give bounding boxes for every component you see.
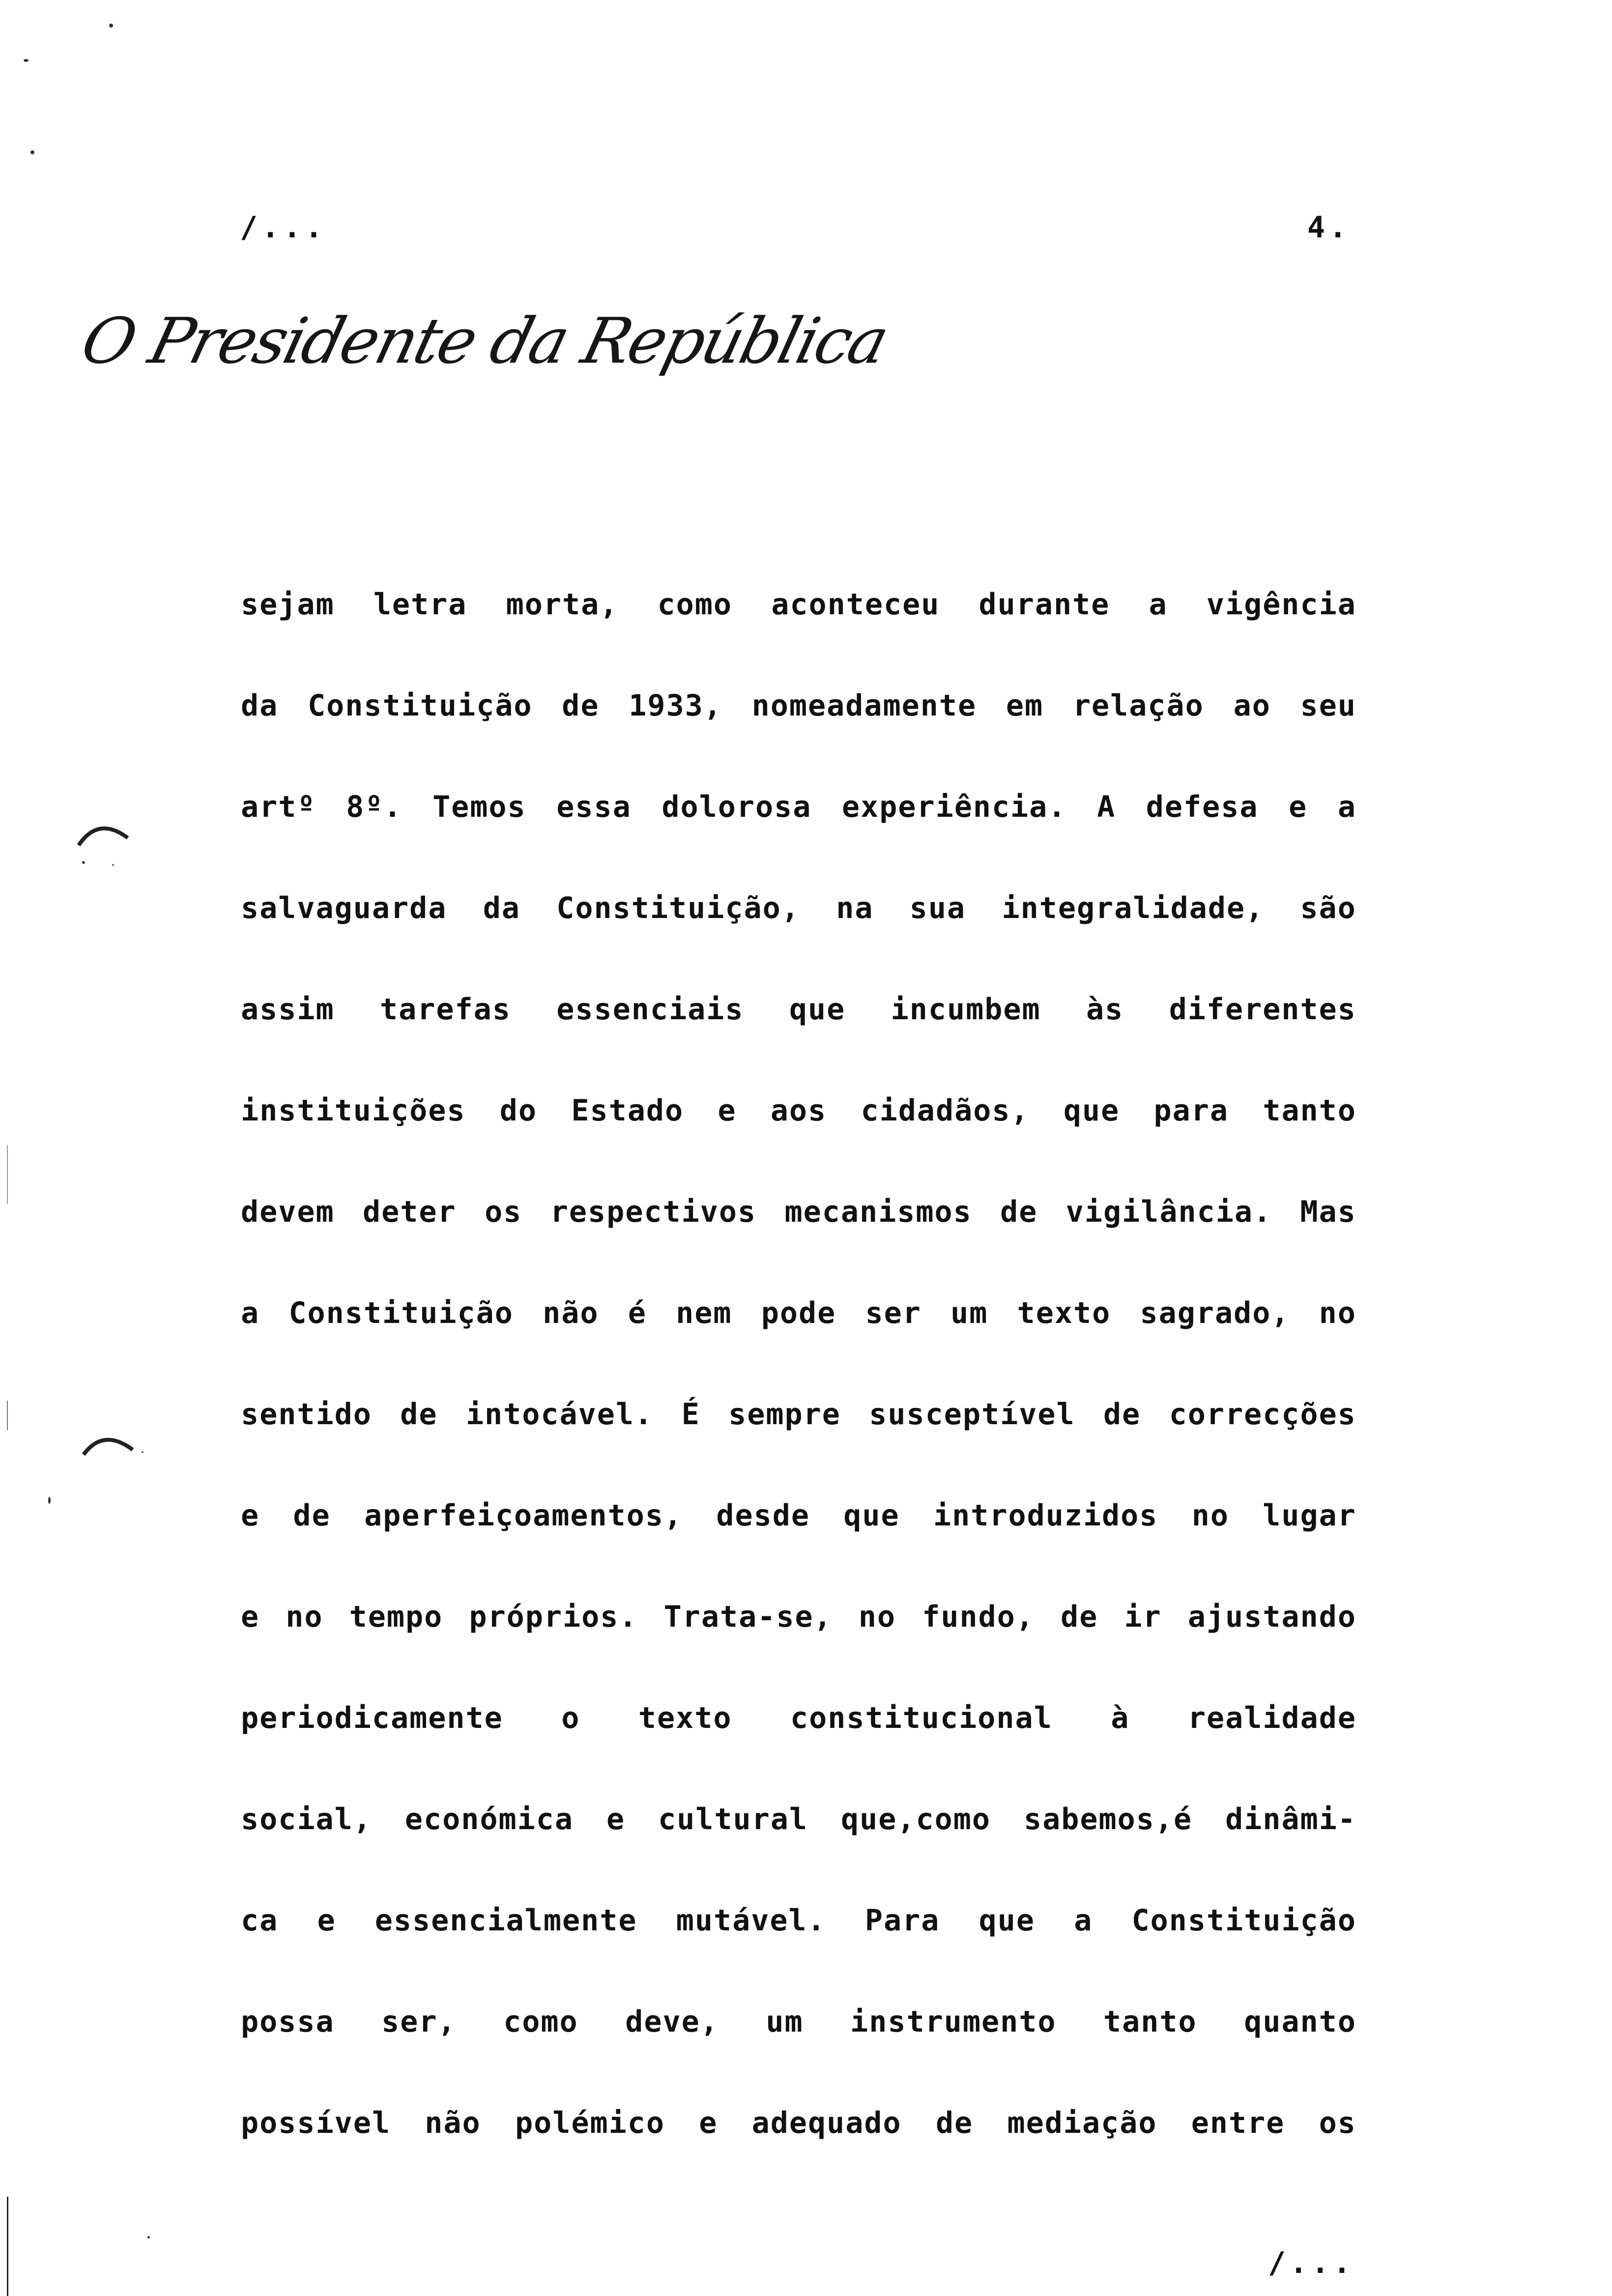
binding-edge-line <box>7 1145 8 1204</box>
body-line: e no tempo próprios. Trata-se, no fundo, de ir ajustando <box>241 1600 1356 1634</box>
body-line: e de aperfeiçoamentos, desde que introduzidos no lugar <box>241 1498 1356 1533</box>
body-line: artº 8º. Temos essa dolorosa experiência. A defesa e a <box>241 790 1356 824</box>
punch-hole-arc-lower <box>79 1425 147 1484</box>
scan-speck <box>24 59 29 62</box>
letterhead <box>74 305 894 418</box>
page-number: 4. <box>1307 210 1351 245</box>
body-line: assim tarefas essenciais que incumbem às diferentes <box>241 992 1356 1027</box>
body-line: devem deter os respectivos mecanismos de vigilância. Mas <box>241 1195 1356 1229</box>
body-line: sentido de intocável. É sempre susceptível de correcções <box>241 1397 1356 1432</box>
body-line: ca e essencialmente mutável. Para que a Constituição <box>241 1903 1356 1938</box>
body-line: da Constituição de 1933, nomeadamente em relação ao seu <box>241 689 1356 723</box>
footer-continuation-mark: /... <box>1268 2246 1355 2280</box>
scan-speck <box>48 1497 51 1504</box>
body-line: instituições do Estado e aos cidadãos, que para tanto <box>241 1093 1356 1128</box>
binding-edge-line <box>7 2197 8 2296</box>
scan-speck <box>147 2236 150 2239</box>
header-continuation-mark: /... <box>240 210 327 245</box>
punch-hole-arc-upper <box>69 811 138 870</box>
body-line: a Constituição não é nem pode ser um texto sagrado, no <box>241 1296 1356 1330</box>
body-line: social, económica e cultural que,como sabemos,é dinâmi- <box>241 1802 1356 1837</box>
body-line: sejam letra morta, como aconteceu durante a vigência <box>241 587 1356 622</box>
body-line: salvaguarda da Constituição, na sua integralidade, são <box>241 891 1356 925</box>
letterhead-title: O Presidente da República <box>74 305 894 378</box>
body-text <box>241 585 1356 2205</box>
body-line: periodicamente o texto constitucional à realidade <box>241 1701 1356 1735</box>
binding-edge-line <box>7 1401 8 1430</box>
body-line: possa ser, como deve, um instrumento tanto quanto <box>241 2005 1356 2039</box>
scan-speck <box>109 24 113 28</box>
body-line: possível não polémico e adequado de mediação entre os <box>241 2106 1356 2140</box>
scan-speck <box>30 150 34 154</box>
